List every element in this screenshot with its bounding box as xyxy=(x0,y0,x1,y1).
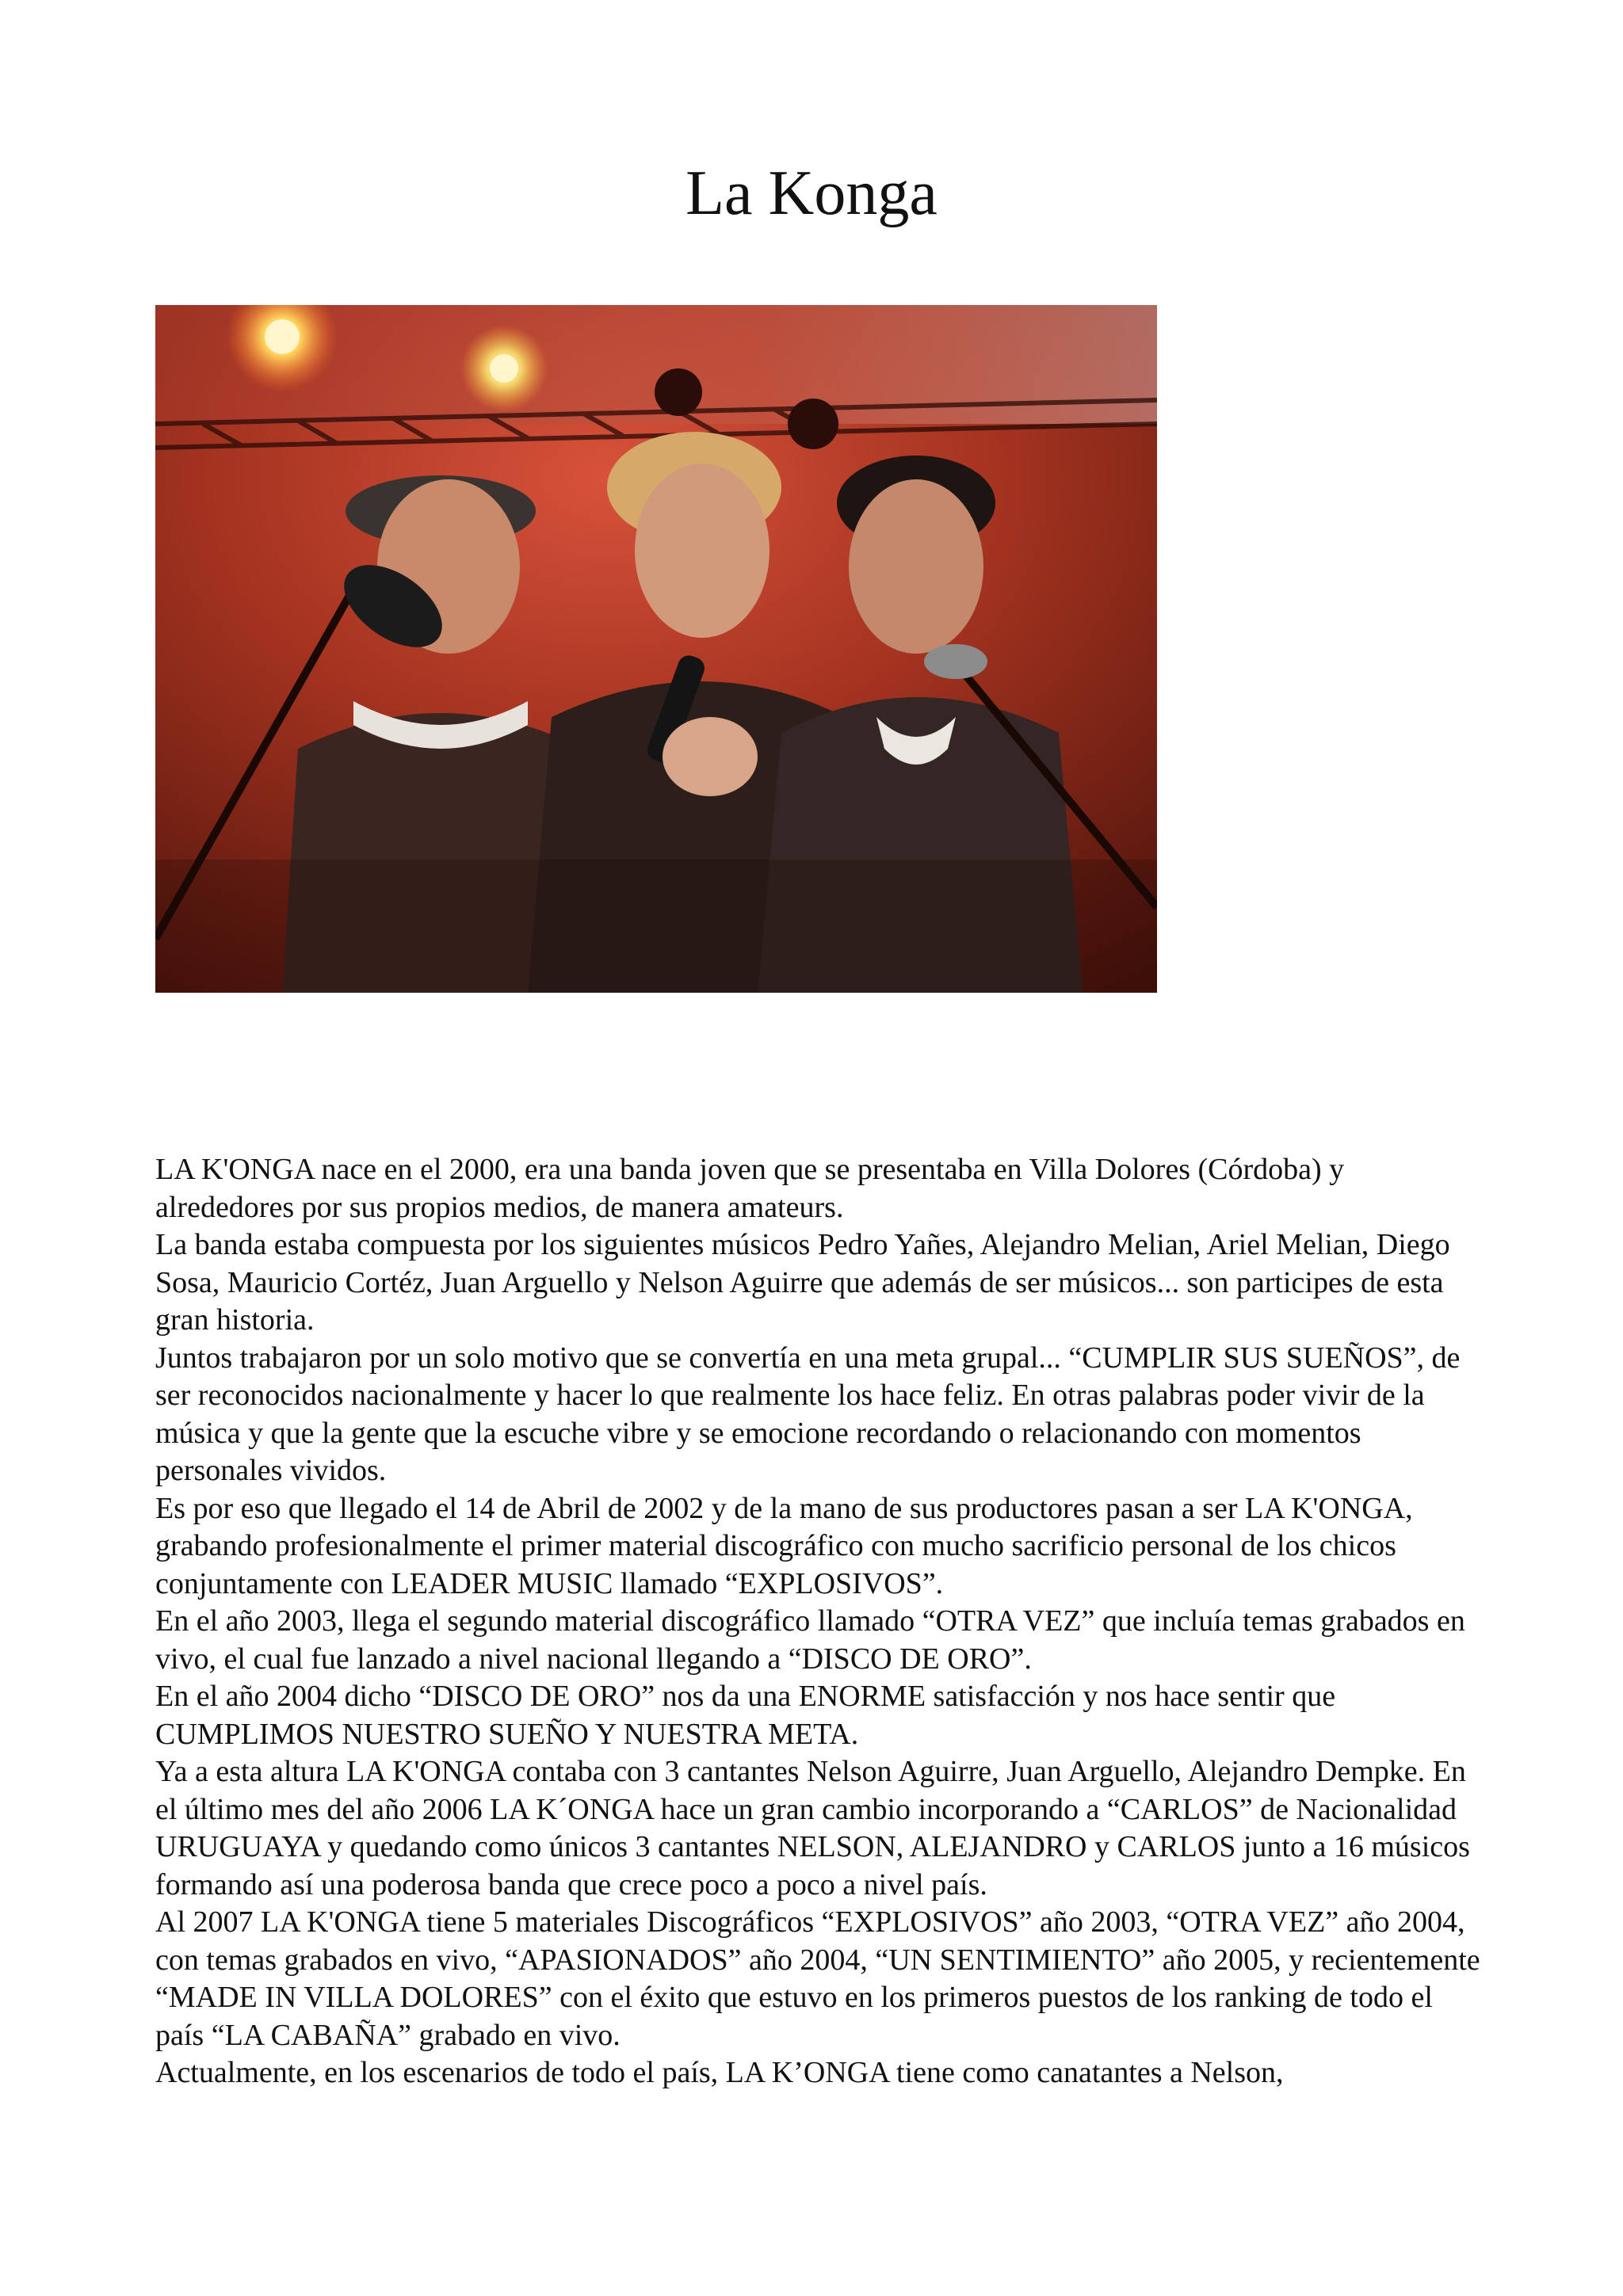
paragraph-current: Actualmente, en los escenarios de todo el país, LA K’ONGA tiene como canatantes a Nelson, xyxy=(155,2056,1284,2089)
page-title: La Konga xyxy=(685,158,938,228)
paragraph-first-album: Es por eso que llegado el 14 de Abril de 2002 y de la mano de sus productores pasan a ser LA K'ONGA, grabando profesionalmente el primer material discográfico con mucho sacrificio personal de los chicos conjuntamente con LEADER MUSIC llamado “EXPLOSIVOS”. xyxy=(155,1491,1413,1600)
paragraph-members: La banda estaba compuesta por los siguientes músicos Pedro Yañes, Alejandro Melian, Ariel Melian, Diego Sosa, Mauricio Cortéz, Juan Arguello y Nelson Aguirre que además de ser músicos... son participes de esta gran historia. xyxy=(155,1228,1450,1337)
paragraph-dreams: Juntos trabajaron por un solo motivo que se convertía en una meta grupal... “CUMPLIR SUS SUEÑOS”, de ser reconocidos nacionalmente y hacer lo que realmente los hace feliz. En otras palabras poder vivir de la música y que la gente que la escuche vibre y se emocione recordando o relacionando con momentos personales vividos. xyxy=(155,1341,1461,1487)
paragraph-gold-disc: En el año 2004 dicho “DISCO DE ORO” nos da una ENORME satisfacción y nos hace sentir que CUMPLIMOS NUESTRO SUEÑO Y NUESTRA META. xyxy=(155,1680,1336,1751)
article-body xyxy=(155,1151,1487,2092)
paragraph-singers: Ya a esta altura LA K'ONGA contaba con 3 cantantes Nelson Aguirre, Juan Arguello, Alejandro Dempke. En el último mes del año 2006 LA K´ONGA hace un gran cambio incorporando a “CARLOS” de Nacionalidad URUGUAYA y quedando como únicos 3 cantantes NELSON, ALEJANDRO y CARLOS junto a 16 músicos formando así una poderosa banda que crece poco a poco a nivel país. xyxy=(155,1755,1470,1901)
paragraph-origin: LA K'ONGA nace en el 2000, era una banda joven que se presentaba en Villa Dolores (Córdoba) y alrededores por sus propios medios, de manera amateurs. xyxy=(155,1153,1345,1224)
paragraph-discography: Al 2007 LA K'ONGA tiene 5 materiales Discográficos “EXPLOSIVOS” año 2003, “OTRA VEZ” año 2004, con temas grabados en vivo, “APASIONADOS” año 2004, “UN SENTIMIENTO” año 2005, y recientemente “MADE IN VILLA DOLORES” con el éxito que estuvo en los primeros puestos de los ranking de todo el país “LA CABAÑA” grabado en vivo. xyxy=(155,1905,1480,2052)
band-photo xyxy=(155,305,1157,993)
paragraph-second-album: En el año 2003, llega el segundo material discográfico llamado “OTRA VEZ” que incluía temas grabados en vivo, el cual fue lanzado a nivel nacional llegando a “DISCO DE ORO”. xyxy=(155,1604,1465,1676)
